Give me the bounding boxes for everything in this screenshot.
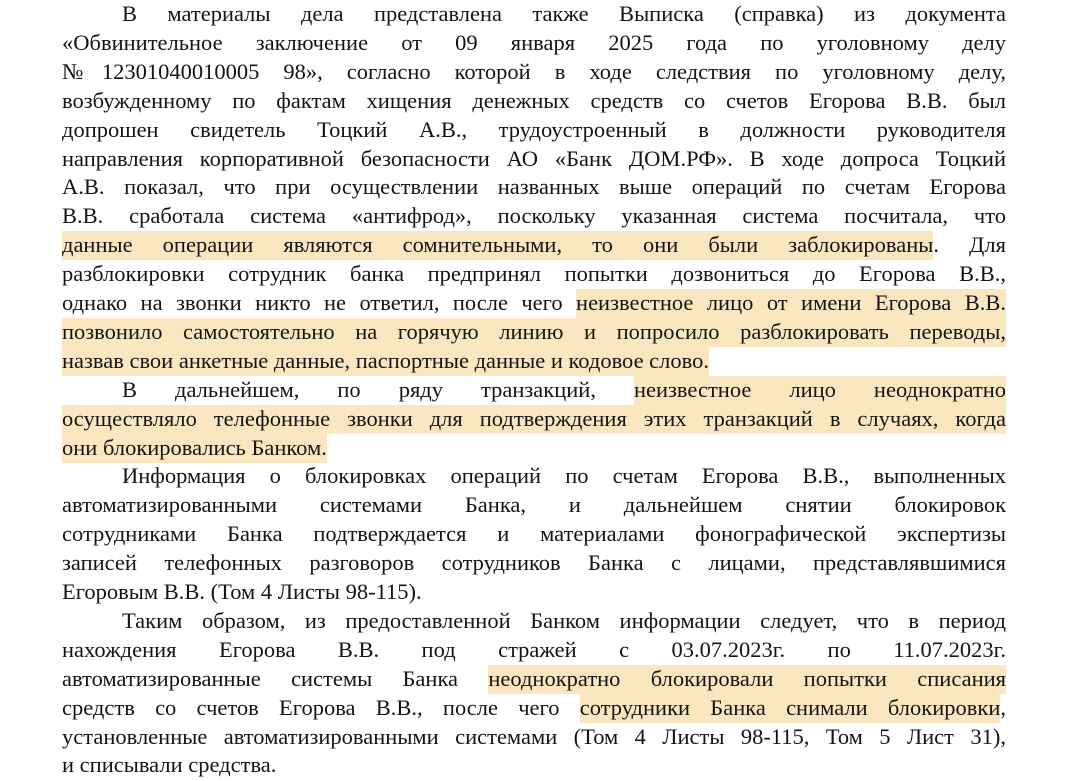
text-run: допрошен свидетель Тоцкий А.В., трудоустроенный в должности руководителя [62,116,1006,142]
text-line [62,520,1006,549]
text-run: В дальнейшем, по ряду транзакций, [122,376,634,402]
text-line [62,751,1006,780]
text-line [62,347,1006,376]
text-run: Информация о блокировках операций по счетам Егорова В.В., выполненных [122,463,1006,489]
text-line [62,694,1006,723]
text-run: , [1000,694,1006,720]
text-run: В.В. сработала система «антифрод», поскольку указанная система посчитала, что [62,203,1006,229]
text-run: возбужденному по фактам хищения денежных средств со счетов Егорова В.В. был [62,87,1006,113]
text-run: средств со счетов Егорова В.В., после чего [62,694,580,720]
text-run: В материалы дела представлена также Выписка (справка) из документа [122,1,1006,26]
text-line [62,116,1006,145]
text-run: Таким образом, из предоставленной Банком информации следует, что в период [122,607,1006,633]
highlighted-text: сотрудники Банка снимали блокировки [580,694,1001,723]
text-line [62,376,1006,405]
text-line [62,636,1006,665]
text-line [62,434,1006,463]
text-line [62,549,1006,578]
text-run: разблокировки сотрудник банка предпринял попытки дозвониться до Егорова В.В., [62,261,1006,287]
text-run: А.В. показал, что при осуществлении названных выше операций по счетам Егорова [62,174,1006,200]
text-line [62,173,1006,202]
text-line [62,202,1006,231]
text-run: «Обвинительное заключение от 09 января 2025 года по уголовному делу [62,29,1006,55]
text-line [62,607,1006,636]
text-run: нахождения Егорова В.В. под стражей с 03.07.2023г. по 11.07.2023г. [62,636,1006,662]
text-line [62,0,1006,29]
text-run: установленные автоматизированными системами (Том 4 Листы 98-115, Том 5 Лист 31), [62,723,1006,749]
text-line [62,318,1006,347]
text-line [62,405,1006,434]
text-line [62,665,1006,694]
highlighted-text: неизвестное лицо от имени Егорова В.В. [576,289,1006,318]
text-line [62,578,1006,607]
text-line [62,58,1006,87]
text-run: сотрудниками Банка подтверждается и материалами фонографической экспертизы [62,521,1006,547]
text-line [62,260,1006,289]
text-run: и списывали средства. [62,752,277,778]
text-run: Егоровым В.В. (Том 4 Листы 98-115). [62,579,422,604]
highlighted-text: позвонило самостоятельно на горячую линию и попросило разблокировать переводы, [62,318,1006,347]
text-line [62,723,1006,752]
highlighted-text: они блокировались Банком. [62,434,327,463]
text-run: . Для [933,232,1006,258]
highlighted-text: неоднократно блокировали попытки списания [488,665,1006,694]
text-line [62,29,1006,58]
text-line [62,289,1006,318]
text-run: однако на звонки никто не ответил, после чего [62,290,577,315]
text-run: записей телефонных разговоров сотрудников Банка с лицами, представлявшимися [62,550,1006,576]
text-line [62,462,1006,491]
text-line [62,87,1006,116]
highlighted-text: данные операции являются сомнительными, то они были заблокированы [62,231,933,260]
text-run: №12301040010005 98», согласно которой в ходе следствия по уголовному делу, [62,58,1006,84]
highlighted-text: назвав свои анкетные данные, паспортные данные и кодовое слово. [62,347,709,376]
highlighted-text: неизвестное лицо неоднократно [634,376,1006,405]
text-run: автоматизированными системами Банка, и дальнейшем снятии блокировок [62,492,1006,518]
text-line [62,491,1006,520]
text-run: направления корпоративной безопасности АО «Банк ДОМ.РФ». В ходе допроса Тоцкий [62,145,1006,171]
text-run: автоматизированные системы Банка [62,665,489,691]
text-line [62,231,1006,260]
highlighted-text: осуществляло телефонные звонки для подтверждения этих транзакций в случаях, когда [62,405,1006,434]
text-line [62,145,1006,174]
